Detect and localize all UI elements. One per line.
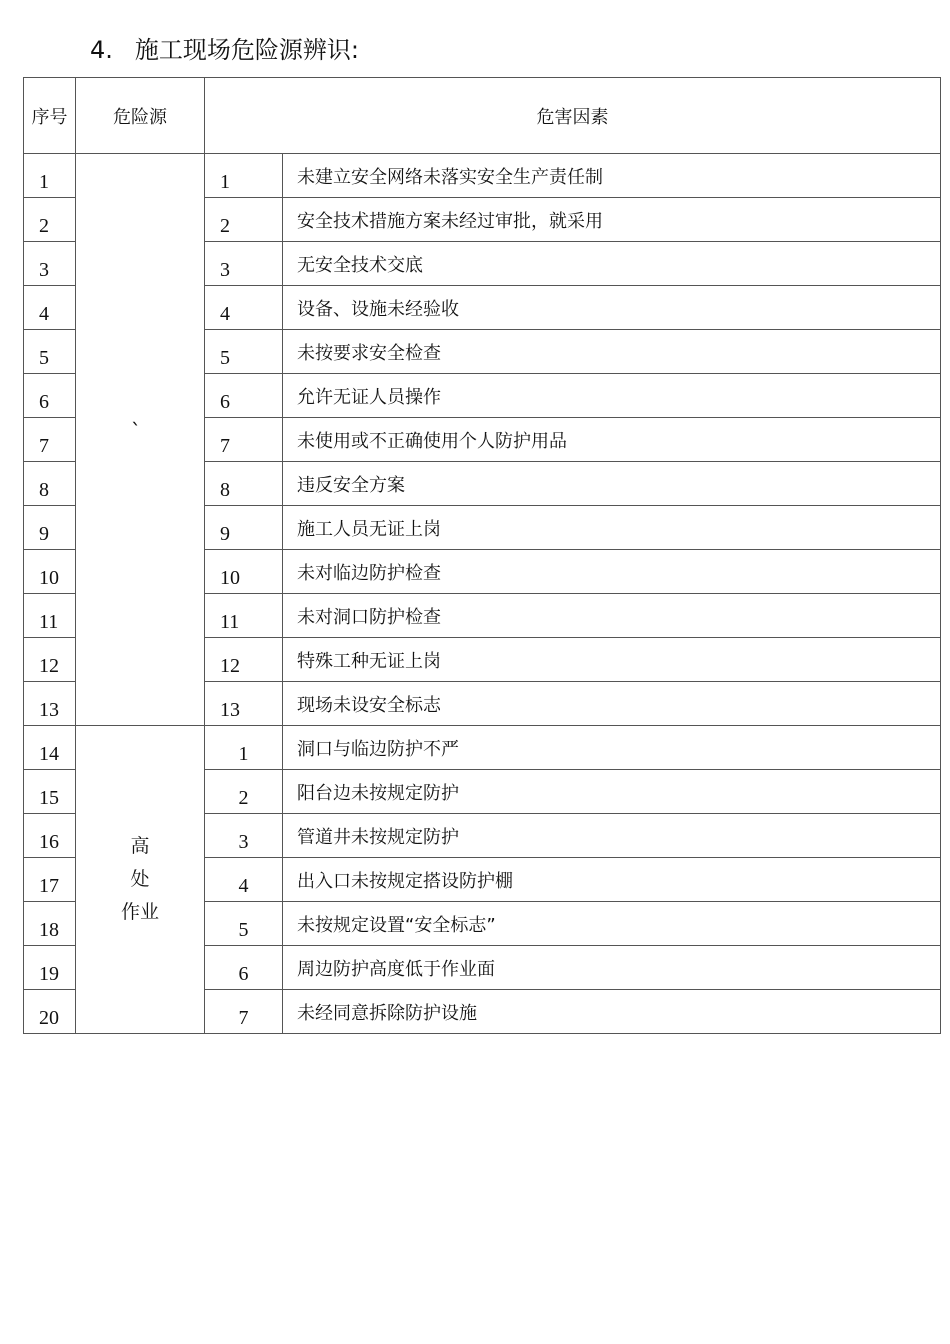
section-title	[90, 30, 359, 65]
row-hazard-factor: 设备、设施未经验收	[283, 286, 941, 330]
row-hazard-factor: 现场未设安全标志	[283, 682, 941, 726]
row-hazard-factor: 未建立安全网络未落实安全生产责任制	[283, 154, 941, 198]
row-sub-number: 2	[205, 770, 283, 814]
row-sub-number: 1	[205, 726, 283, 770]
row-sub-number: 2	[205, 198, 283, 242]
hazard-source-cell	[76, 154, 205, 726]
row-seq-number: 10	[24, 550, 76, 594]
row-seq-number: 17	[24, 858, 76, 902]
row-seq-number: 11	[24, 594, 76, 638]
hazard-source-cell	[76, 726, 205, 1034]
header-source: 危险源	[76, 78, 205, 154]
section-heading: 施工现场危险源辨识:	[134, 36, 359, 64]
row-seq-number: 13	[24, 682, 76, 726]
row-seq-number: 18	[24, 902, 76, 946]
row-sub-number: 1	[205, 154, 283, 198]
row-seq-number: 3	[24, 242, 76, 286]
row-sub-number: 9	[205, 506, 283, 550]
row-seq-number: 9	[24, 506, 76, 550]
row-seq-number: 1	[24, 154, 76, 198]
row-hazard-factor: 出入口未按规定搭设防护棚	[283, 858, 941, 902]
row-sub-number: 3	[205, 242, 283, 286]
row-hazard-factor: 未按要求安全检查	[283, 330, 941, 374]
row-sub-number: 7	[205, 418, 283, 462]
row-hazard-factor: 阳台边未按规定防护	[283, 770, 941, 814]
row-hazard-factor: 未对临边防护检查	[283, 550, 941, 594]
row-sub-number: 12	[205, 638, 283, 682]
table-header-row	[24, 78, 941, 154]
row-seq-number: 5	[24, 330, 76, 374]
row-hazard-factor: 特殊工种无证上岗	[283, 638, 941, 682]
row-seq-number: 6	[24, 374, 76, 418]
row-hazard-factor: 违反安全方案	[283, 462, 941, 506]
row-sub-number: 13	[205, 682, 283, 726]
row-sub-number: 4	[205, 858, 283, 902]
hazard-table	[23, 77, 941, 1034]
row-sub-number: 6	[205, 946, 283, 990]
row-sub-number: 5	[205, 902, 283, 946]
row-hazard-factor: 允许无证人员操作	[283, 374, 941, 418]
row-hazard-factor: 安全技术措施方案未经过审批，就采用	[283, 198, 941, 242]
row-sub-number: 8	[205, 462, 283, 506]
row-seq-number: 7	[24, 418, 76, 462]
row-hazard-factor: 洞口与临边防护不严	[283, 726, 941, 770]
section-number: 4.	[90, 36, 113, 64]
table-row	[24, 726, 941, 770]
hazard-source-line: 高	[130, 835, 150, 857]
row-sub-number: 11	[205, 594, 283, 638]
row-hazard-factor: 周边防护高度低于作业面	[283, 946, 941, 990]
row-hazard-factor: 未对洞口防护检查	[283, 594, 941, 638]
row-hazard-factor: 无安全技术交底	[283, 242, 941, 286]
row-seq-number: 4	[24, 286, 76, 330]
row-sub-number: 6	[205, 374, 283, 418]
row-sub-number: 10	[205, 550, 283, 594]
row-seq-number: 19	[24, 946, 76, 990]
row-sub-number: 4	[205, 286, 283, 330]
row-seq-number: 8	[24, 462, 76, 506]
row-sub-number: 3	[205, 814, 283, 858]
table-row	[24, 154, 941, 198]
header-factors: 危害因素	[205, 78, 941, 154]
row-seq-number: 20	[24, 990, 76, 1034]
row-sub-number: 5	[205, 330, 283, 374]
row-hazard-factor: 未经同意拆除防护设施	[283, 990, 941, 1034]
row-hazard-factor: 未使用或不正确使用个人防护用品	[283, 418, 941, 462]
row-hazard-factor: 管道井未按规定防护	[283, 814, 941, 858]
header-seq: 序号	[24, 78, 76, 154]
hazard-source-line: `	[131, 419, 141, 443]
row-seq-number: 12	[24, 638, 76, 682]
row-seq-number: 16	[24, 814, 76, 858]
row-seq-number: 2	[24, 198, 76, 242]
hazard-source-line: 作业	[120, 901, 159, 923]
row-seq-number: 14	[24, 726, 76, 770]
row-seq-number: 15	[24, 770, 76, 814]
row-hazard-factor: 未按规定设置“安全标志”	[283, 902, 941, 946]
row-hazard-factor: 施工人员无证上岗	[283, 506, 941, 550]
row-sub-number: 7	[205, 990, 283, 1034]
hazard-source-line: 处	[130, 868, 150, 890]
